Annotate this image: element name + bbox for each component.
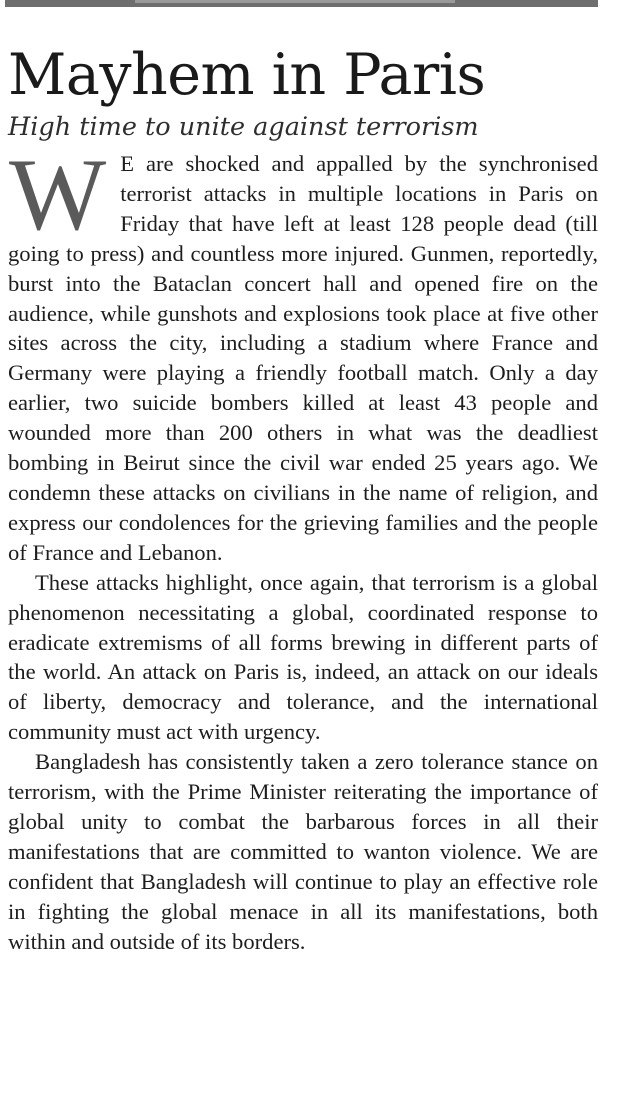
top-rule [5, 0, 598, 7]
paragraph-1-text: E are shocked and appalled by the synchronised terrorist attacks in multiple locations in Paris on Friday that have left at least 128 people dead (till going to press) and countless more injured. Gunmen, reportedly, burst into the Bataclan concert hall and opened fire on the audience, while gunshots and explosions took place at five other sites across the city, including a stadium where France and Germany were playing a friendly football match. Only a day earlier, two suicide bombers killed at least 43 people and wounded more than 200 others in what was the deadliest bombing in Beirut since the civil war ended 25 years ago. We condemn these attacks on civilians in the name of religion, and express our condolences for the grieving families and the people of France and Lebanon. [8, 151, 598, 565]
paragraph-1 [8, 138, 598, 568]
headline: Mayhem in Paris [8, 42, 486, 108]
paragraph-2: These attacks highlight, once again, that terrorism is a global phenomenon necessitating a global, coordinated response to eradicate extremisms of all forms brewing in different parts of the world. An attack on Paris is, indeed, an attack on our ideals of liberty, democracy and tolerance, and the international community must act with urgency. [8, 569, 598, 745]
drop-cap: W [9, 138, 107, 252]
article-body [8, 138, 598, 956]
subheadline: High time to unite against terrorism [8, 112, 479, 142]
clipped-header-text [135, 0, 455, 3]
editorial-article [8, 42, 598, 956]
paragraph-3: Bangladesh has consistently taken a zero tolerance stance on terrorism, with the Prime Minister reiterating the importance of global unity to combat the barbarous forces in all their manifestations that are committed to wanton violence. We are confident that Bangladesh will continue to play an effective role in fighting the global menace in all its manifestations, both within and outside of its borders. [8, 749, 598, 954]
